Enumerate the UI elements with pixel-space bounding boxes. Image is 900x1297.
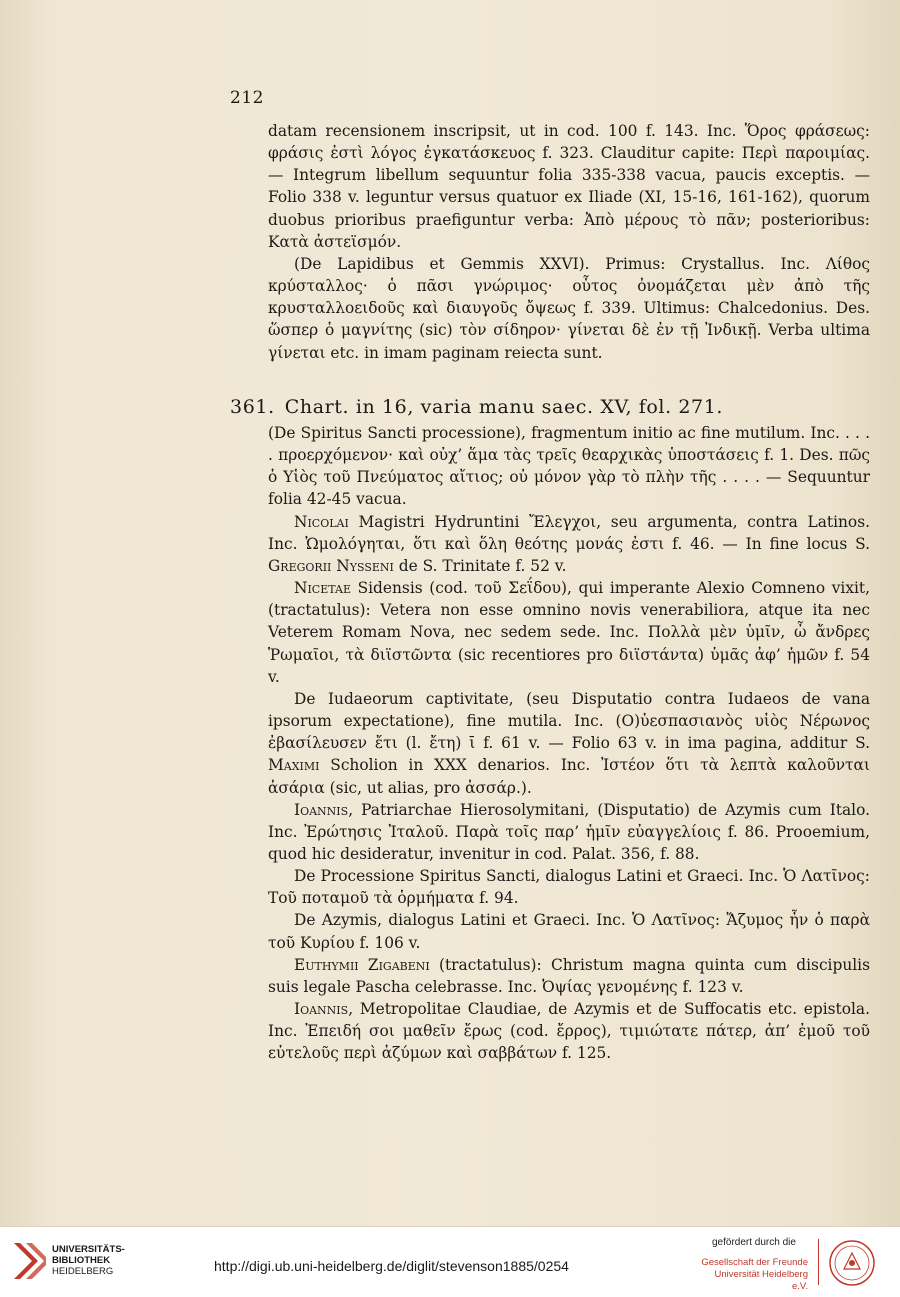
page-url-link[interactable]: http://digi.ub.uni-heidelberg.de/diglit/stevenson1885/0254 bbox=[214, 1258, 569, 1274]
paragraph bbox=[268, 865, 870, 909]
paragraph: (De Lapidibus et Gemmis XXVI). Primus: Crystallus. Inc. Λίθος κρύσταλλος· ὁ πᾶσι γνώριμος· οὗτος ὀνομάζεται μὲν ἀπὸ τῆς κρυσταλλοειδοῦς καὶ διαυγοῦς ὄψεως f. 339. Ultimus: Chalcedonius. Des. ὥσπερ ὁ μαγνίτης (sic) τὸν σίδηρον· γίνεται δὲ ἐν τῇ Ἰνδικῇ. Verba ultima γίνεται etc. in imam paginam reiecta sunt. bbox=[268, 254, 870, 362]
paragraph-text: De Iudaeorum captivitate, (seu Disputatio contra Iudaeos de vana ipsorum expectatione), fine mutila. Inc. (Ο)ὐεσπασιανὸς υἱὸς Νέρωνος ἐβασίλευσεν ἔτι (l. ἔτη) ῑ f. 61 v. — Folio 63 v. in ima pagina, additur S. bbox=[268, 689, 870, 753]
paragraph: datam recensionem inscripsit, ut in cod. 100 f. 143. Inc. Ὅρος φράσεως: φράσις ἐστὶ λόγος ἐγκατάσκευος f. 323. Clauditur capite: Περὶ παροιμίας. — Integrum libellum sequuntur folia 335-338 vacua, paucis exceptis. — Folio 338 v. leguntur versus quatuor ex Iliade (XI, 15-16, 161-162), quorum duobus prioribus praefiguntur verba: Ἀπὸ μέρους τὸ πᾶν; posterioribus: Κατὰ ἀστεϊσμόν. bbox=[268, 122, 870, 251]
paragraph-text: , Patriarchae Hierosolymitani, (Disputatio) de Azymis cum Italo. Inc. Ἐρώτησις Ἰταλοῦ. Παρὰ τοῖς παρ’ ἡμῖν εὐαγγελίοις f. 86. Prooemium, quod hic desideratur, invenitur in cod. Palat. 356, f. 88. bbox=[268, 800, 870, 863]
small-caps-name: Gregorii Nysseni bbox=[268, 556, 394, 575]
paragraph-text: De Processione Spiritus Sancti, dialogus Latini et Graeci. Inc. Ὁ Λατῖνος: Τοῦ ποταμοῦ τὰ ὁρμήματα f. 94. bbox=[268, 867, 870, 908]
entry-text-block bbox=[268, 422, 870, 1065]
paragraph bbox=[268, 909, 870, 953]
top-text-block bbox=[268, 120, 870, 364]
divider bbox=[818, 1239, 819, 1285]
paragraph bbox=[268, 511, 870, 577]
paragraph-text: Scholion in XXX denarios. Inc. Ἰστέον ὅτι τὰ λεπτὰ καλοῦνται ἀσάρια (sic, ut alias, pro ἀσσάρ.). bbox=[268, 756, 870, 797]
sponsor-name bbox=[698, 1257, 808, 1293]
paragraph-text: De Azymis, dialogus Latini et Graeci. Inc. Ὁ Λατῖνος: Ἄζυμος ἦν ὁ παρὰ τοῦ Κυρίου f. 106 v. bbox=[268, 911, 870, 952]
library-line: BIBLIOTHEK bbox=[52, 1255, 111, 1266]
paragraph bbox=[268, 688, 870, 799]
paragraph-text: Magistri Hydruntini Ἔλεγχοι, seu argumenta, contra Latinos. Inc. Ὡμολόγηται, ὅτι καὶ ὅλη θεότης μονάς ἐστι f. 46. — In fine locus S. bbox=[268, 512, 870, 553]
small-caps-name: Ioannis bbox=[294, 800, 349, 819]
paragraph bbox=[268, 954, 870, 998]
paragraph-text: (tractatulus): Christum magna quinta cum discipulis suis legale Pascha celebrasse. Inc. Ὀψίας γενομένης f. 123 v. bbox=[268, 955, 870, 996]
library-logo-icon bbox=[12, 1241, 48, 1281]
footer-bar bbox=[0, 1226, 900, 1297]
paragraph-text: (De Spiritus Sancti processione), fragmentum initio ac fine mutilum. Inc. . . . . προερχόμενον· καὶ οὐχ’ ἅμα τὰς τρεῖς θεαρχικὰς ὑποστάσεις f. 1. Des. πῶς ὁ Υἱὸς τοῦ Πνεύματος αἴτιος; οὐ μόνον γὰρ τὸ πλὴν τῆς . . . . — Sequuntur folia 42-45 vacua. bbox=[268, 424, 870, 509]
entry-number: 361. bbox=[230, 396, 275, 418]
entry-heading bbox=[230, 396, 870, 418]
small-caps-name: Euthymii Zigabeni bbox=[294, 955, 430, 974]
sponsor-label: gefördert durch die bbox=[712, 1237, 796, 1248]
library-name bbox=[52, 1244, 125, 1277]
small-caps-name: Maximi bbox=[268, 756, 320, 775]
small-caps-name: Nicolai bbox=[294, 512, 349, 531]
library-line: HEIDELBERG bbox=[52, 1266, 114, 1277]
sponsor-line: Gesellschaft der Freunde bbox=[701, 1257, 808, 1268]
sponsor-line: Universität Heidelberg e.V. bbox=[714, 1269, 808, 1292]
library-line: UNIVERSITÄTS- bbox=[52, 1244, 125, 1255]
paragraph bbox=[268, 422, 870, 511]
small-caps-name: Nicetae bbox=[294, 579, 351, 598]
page-number: 212 bbox=[230, 88, 264, 108]
paragraph bbox=[268, 577, 870, 688]
paragraph bbox=[268, 799, 870, 865]
paragraph-text: de S. Trinitate f. 52 v. bbox=[393, 556, 567, 575]
paragraph-text: , Metropolitae Claudiae, de Azymis et de Suffocatis etc. epistola. Inc. Ἐπειδή σοι μαθεῖν ἔρως (cod. ἔρρος), τιμιώτατε πάτερ, ἀπ’ ἐμοῦ τοῦ εὐτελοῦς περὶ ἀζύμων καὶ σαββάτων f. 125. bbox=[268, 1000, 870, 1063]
small-caps-name: Ioannis bbox=[294, 1000, 349, 1019]
entry-title: Chart. in 16, varia manu saec. XV, fol. 271. bbox=[284, 396, 724, 418]
paragraph-text: Sidensis (cod. τοῦ Σεΐδου), qui imperante Alexio Comneno vixit, (tractatulus): Vetera non esse omnino novis venerabiliora, atque ita nec Veterem Romam Nova, nec sedem sede. Inc. Πολλὰ μὲν ὑμῖν, ὦ ἄνδρες Ῥωμαῖοι, τὰ διϊστῶντα (sic recentiores pro διϊστάντα) ὑμᾶς ἀφ’ ἡμῶν f. 54 v. bbox=[268, 579, 870, 686]
paragraph bbox=[268, 998, 870, 1064]
university-seal-icon bbox=[828, 1239, 876, 1287]
